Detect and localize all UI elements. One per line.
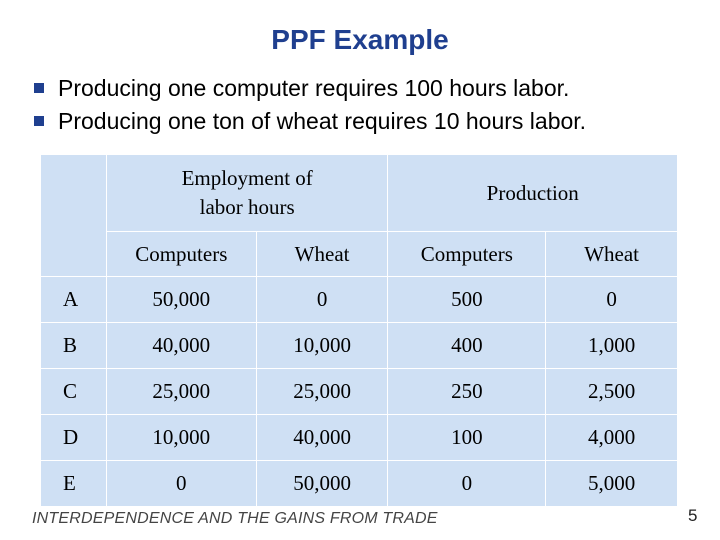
table-cell: 100 [388, 415, 546, 461]
bullet-item [30, 105, 710, 138]
row-label: C [41, 369, 107, 415]
table-cell: 25,000 [256, 369, 388, 415]
row-label: A [41, 277, 107, 323]
slide-footer: INTERDEPENDENCE AND THE GAINS FROM TRADE [32, 510, 438, 527]
production-header: Production [388, 155, 678, 232]
table-cell: 250 [388, 369, 546, 415]
employment-header-line2: labor hours [199, 195, 295, 219]
table-cell: 2,500 [546, 369, 678, 415]
square-bullet-icon [34, 116, 44, 126]
table-cell: 0 [256, 277, 388, 323]
row-label: B [41, 323, 107, 369]
table-sub-header-row [41, 232, 678, 277]
column-header: Computers [106, 232, 256, 277]
table-cell: 10,000 [256, 323, 388, 369]
table-cell: 0 [106, 461, 256, 507]
table-cell: 40,000 [106, 323, 256, 369]
table-cell: 0 [388, 461, 546, 507]
ppf-table [40, 154, 678, 507]
table-row [41, 369, 678, 415]
table-cell: 25,000 [106, 369, 256, 415]
page-number: 5 [688, 506, 698, 525]
table-row [41, 461, 678, 507]
square-bullet-icon [34, 83, 44, 93]
bullet-list [30, 72, 710, 138]
table-row [41, 277, 678, 323]
table-cell: 50,000 [256, 461, 388, 507]
employment-header [106, 155, 388, 232]
bullet-text: Producing one computer requires 100 hours labor. [58, 75, 570, 101]
table-cell: 400 [388, 323, 546, 369]
row-label: E [41, 461, 107, 507]
table-cell: 500 [388, 277, 546, 323]
table-cell: 0 [546, 277, 678, 323]
table-row [41, 323, 678, 369]
table-cell: 4,000 [546, 415, 678, 461]
table-group-header-row [41, 155, 678, 232]
table-cell: 1,000 [546, 323, 678, 369]
table-cell: 40,000 [256, 415, 388, 461]
column-header: Wheat [546, 232, 678, 277]
bullet-item [30, 72, 710, 105]
table-row [41, 415, 678, 461]
table-cell: 5,000 [546, 461, 678, 507]
table-cell: 10,000 [106, 415, 256, 461]
table-corner-cell [41, 155, 107, 277]
slide-title: PPF Example [271, 24, 449, 55]
row-label: D [41, 415, 107, 461]
bullet-text: Producing one ton of wheat requires 10 hours labor. [58, 108, 587, 134]
employment-header-line1: Employment of [181, 166, 313, 190]
column-header: Wheat [256, 232, 388, 277]
table-cell: 50,000 [106, 277, 256, 323]
column-header: Computers [388, 232, 546, 277]
